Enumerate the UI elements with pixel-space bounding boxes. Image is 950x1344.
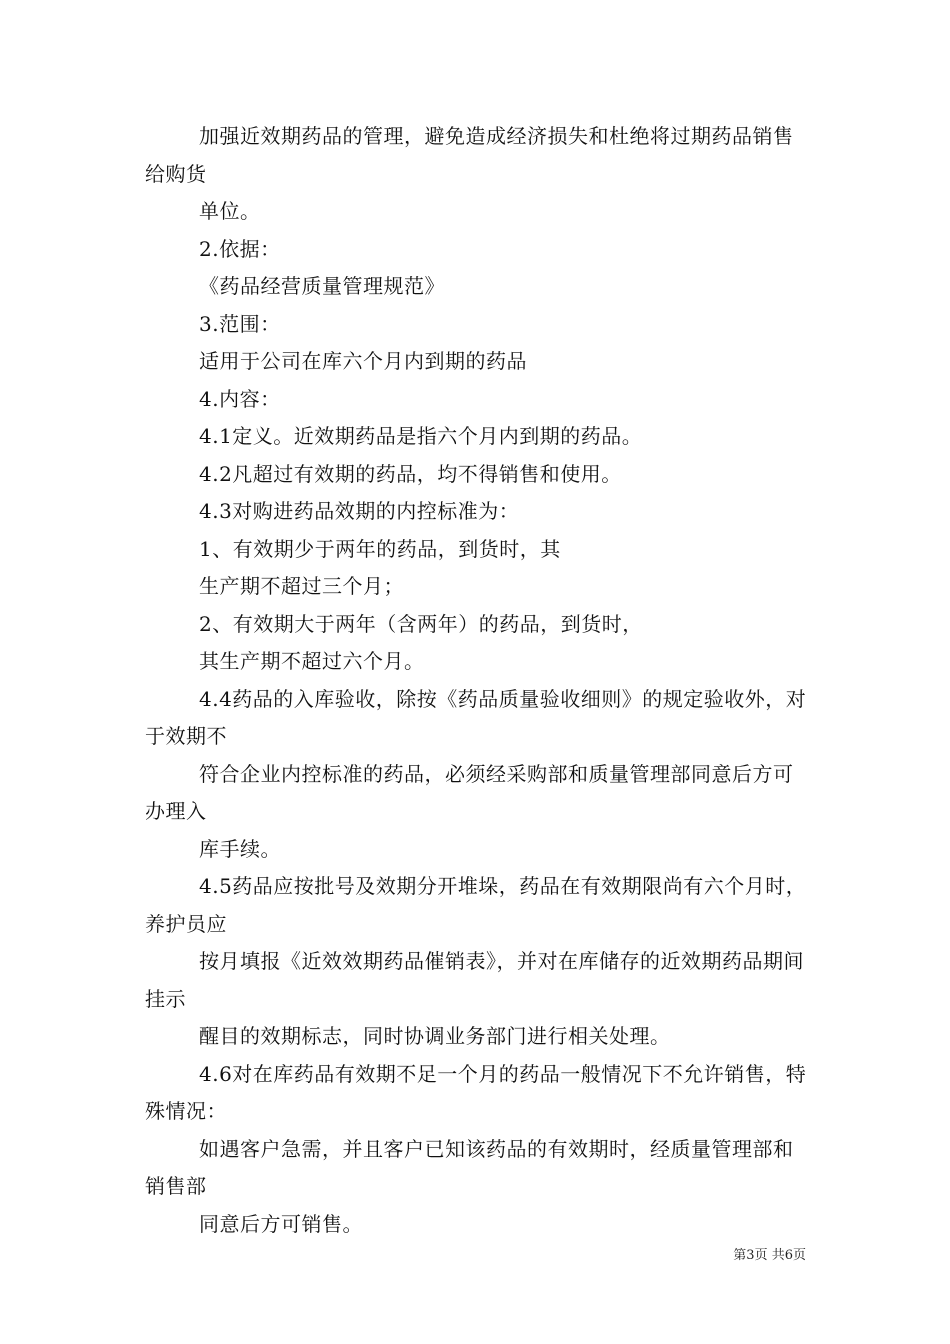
paragraph-4-5: 4.5药品应按批号及效期分开堆垛，药品在有效期限尚有六个月时，养护员应 <box>145 874 807 936</box>
paragraph-basis: 《药品经营质量管理规范》 <box>199 274 445 298</box>
paragraph-4-5-continued: 按月填报《近效效期药品催销表》，并对在库储存的近效期药品期间挂示 <box>145 949 804 1011</box>
paragraph-4-6: 4.6对在库药品有效期不足一个月的药品一般情况下不允许销售，特殊情况： <box>145 1061 807 1123</box>
document-body <box>145 118 807 1243</box>
section-heading-scope: 3.范围： <box>199 311 281 336</box>
footer-prefix: 第 <box>733 1248 747 1263</box>
paragraph-4-4: 4.4药品的入库验收，除按《药品质量验收细则》的规定验收外，对于效期不 <box>145 686 807 748</box>
page-number-footer <box>733 1247 806 1265</box>
list-item-2-continued: 其生产期不超过六个月。 <box>199 649 425 673</box>
paragraph-4-5-end: 醒目的效期标志，同时协调业务部门进行相关处理。 <box>199 1024 671 1048</box>
footer-suffix: 页 <box>792 1248 806 1263</box>
paragraph-scope: 适用于公司在库六个月内到期的药品 <box>199 349 527 373</box>
list-item-1: 1、有效期少于两年的药品，到货时，其 <box>199 536 561 561</box>
paragraph-4-4-continued: 符合企业内控标准的药品，必须经采购部和质量管理部同意后方可办理入 <box>145 761 794 823</box>
footer-current-page: 3 <box>746 1248 755 1263</box>
paragraph-purpose-continued: 单位。 <box>199 199 261 223</box>
footer-middle: 页 共 <box>754 1248 785 1263</box>
section-heading-content: 4.内容： <box>199 386 281 411</box>
paragraph-4-4-end: 库手续。 <box>199 836 281 861</box>
paragraph-4-3: 4.3对购进药品效期的内控标准为： <box>199 499 520 523</box>
paragraph-4-6-continued: 如遇客户急需，并且客户已知该药品的有效期时，经质量管理部和销售部 <box>145 1136 794 1198</box>
paragraph-4-1: 4.1定义。近效期药品是指六个月内到期的药品。 <box>199 424 643 448</box>
footer-total-pages: 6 <box>784 1248 793 1263</box>
paragraph-purpose: 加强近效期药品的管理，避免造成经济损失和杜绝将过期药品销售给购货 <box>145 124 794 186</box>
list-item-1-continued: 生产期不超过三个月； <box>199 574 404 598</box>
list-item-2: 2、有效期大于两年（含两年）的药品，到货时， <box>199 611 643 636</box>
paragraph-4-2: 4.2凡超过有效期的药品，均不得销售和使用。 <box>199 461 622 486</box>
section-heading-basis: 2.依据： <box>199 236 281 261</box>
paragraph-4-6-end: 同意后方可销售。 <box>199 1211 363 1236</box>
